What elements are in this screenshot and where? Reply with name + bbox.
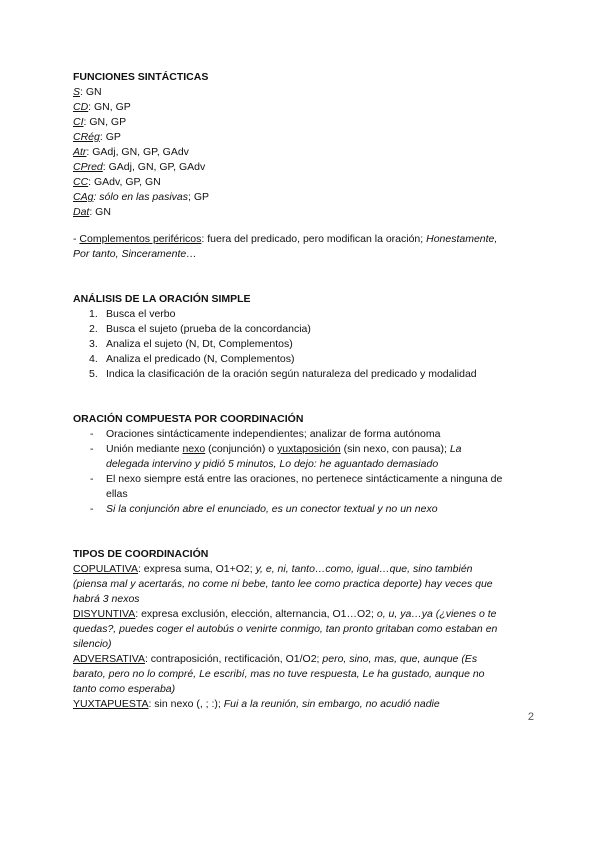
tipo-yuxtapuesta: YUXTAPUESTA: sin nexo (, ; :); Fui a la reunión, sin embargo, no acudió nadie (73, 698, 440, 710)
funcion-item: CAg: sólo en las pasivas; GP (73, 191, 210, 203)
analisis-steps (73, 307, 533, 382)
page-number: 2 (527, 711, 534, 723)
list-item: - Si la conjunción abre el enunciado, es un conector textual y no un nexo (90, 503, 438, 515)
section-title-coordinacion: ORACIÓN COMPUESTA POR COORDINACIÓN (73, 413, 304, 425)
section-title-tipos: TIPOS DE COORDINACIÓN (73, 548, 209, 560)
list-item: - Oraciones sintácticamente independientes; analizar de forma autónoma (90, 428, 441, 440)
funcion-item: CI: GN, GP (73, 116, 127, 128)
tipo-adversativa: ADVERSATIVA: contraposición, rectificación, O1/O2; pero, sino, mas, que, aunque (Es barato, pero no lo compré, Le escribí, mas no tuve respuesta, Le ha gustado, aunque no tanto como esperaba) (73, 653, 485, 695)
coordinacion-bullets (73, 427, 533, 517)
funcion-item: Atr: GAdj, GN, GP, GAdv (73, 146, 189, 158)
section-title-analisis: ANÁLISIS DE LA ORACIÓN SIMPLE (73, 293, 251, 305)
list-item: - El nexo siempre está entre las oraciones, no pertenece sintácticamente a ninguna de ellas (90, 473, 503, 500)
funciones-list (73, 85, 533, 220)
list-item: 3. Analiza el sujeto (N, Dt, Complementos) (89, 338, 293, 350)
section-title-funciones: FUNCIONES SINTÁCTICAS (73, 71, 209, 83)
document-page (73, 70, 533, 712)
list-item: 5. Indica la clasificación de la oración según naturaleza del predicado y modalidad (89, 368, 477, 380)
funcion-item: CPred: GAdj, GN, GP, GAdv (73, 161, 206, 173)
funcion-item: S: GN (73, 86, 102, 98)
tipo-copulativa: COPULATIVA: expresa suma, O1+O2; y, e, ni, tanto…como, igual…que, sino también (piensa mal y acertarás, no come ni bebe, tanto lee como practica deporte) hay veces que habrá 3 nexos (73, 563, 493, 605)
funcion-item: CD: GN, GP (73, 101, 131, 113)
list-item: 1. Busca el verbo (89, 308, 176, 320)
list-item: 4. Analiza el predicado (N, Complementos) (89, 353, 295, 365)
funcion-item: CC: GAdv, GP, GN (73, 176, 161, 188)
list-item: 2. Busca el sujeto (prueba de la concordancia) (89, 323, 311, 335)
complementos-perifericos-examples: Por tanto, Sinceramente… (73, 248, 197, 260)
funcion-item: Dat: GN (73, 206, 111, 218)
funcion-item: CRég: GP (73, 131, 121, 143)
list-item: - Unión mediante nexo (conjunción) o yuxtaposición (sin nexo, con pausa); La delegada intervino y pidió 5 minutos, Lo dejo: he aguantado demasiado (90, 443, 462, 470)
complementos-perifericos: - Complementos periféricos: fuera del predicado, pero modifican la oración; Honestamente, (73, 233, 498, 245)
tipo-disyuntiva: DISYUNTIVA: expresa exclusión, elección, alternancia, O1…O2; o, u, ya…ya (¿vienes o te quedas?, puedes coger el autobús o venirte conmigo, tan pronto gritaban como estaban en silencio) (73, 608, 498, 650)
